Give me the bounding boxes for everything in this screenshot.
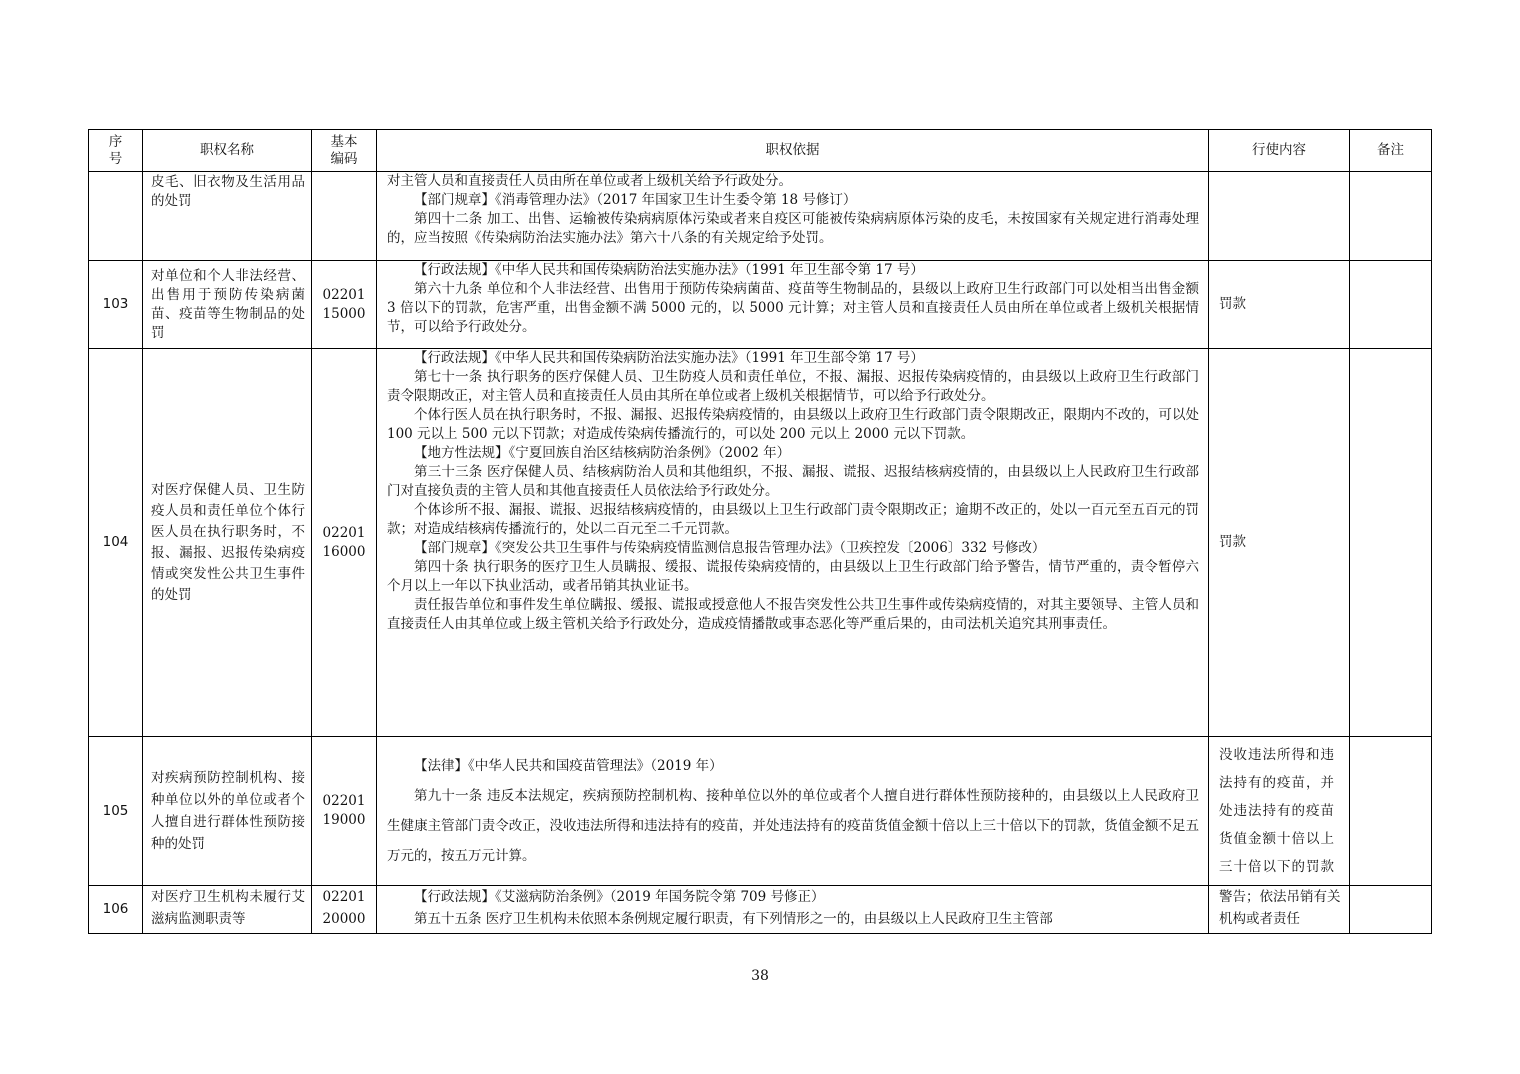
page-number: 38 xyxy=(751,968,769,984)
row-code xyxy=(312,261,377,349)
basis-paragraph: 责任报告单位和事件发生单位瞒报、缓报、谎报或授意他人不报告突发性公共卫生事件或传染病疫情的，对其主要领导、主管人员和直接责任人由其单位或上级主管机关给予行政处分，造成疫情播散或事态恶化等严重后果的，由司法机关追究其刑事责任。 xyxy=(387,597,1199,632)
row-note xyxy=(1350,172,1432,261)
row-code xyxy=(312,349,377,737)
row-note xyxy=(1350,886,1432,934)
basis-paragraph: 【法律】《中华人民共和国疫苗管理法》（2019 年） xyxy=(414,758,723,774)
row-power-name: 对单位和个人非法经营、出售用于预防传染病菌苗、疫苗等生物制品的处罚 xyxy=(143,261,312,349)
code-prefix: 02201 xyxy=(322,793,366,809)
row-seq: 105 xyxy=(89,737,143,886)
row-note xyxy=(1350,349,1432,737)
table-row xyxy=(89,886,1432,934)
header-basis: 职权依据 xyxy=(377,130,1209,172)
row-seq: 104 xyxy=(89,349,143,737)
row-seq xyxy=(89,172,143,261)
basis-paragraph: 【部门规章】《消毒管理办法》（2017 年国家卫生计生委令第 18 号修订） xyxy=(414,192,857,208)
basis-paragraph: 第四十二条 加工、出售、运输被传染病病原体污染或者来自疫区可能被传染病病原体污染的皮毛，未按国家有关规定进行消毒处理的，应当按照《传染病防治法实施办法》第六十八条的有关规定给予处罚。 xyxy=(387,211,1199,246)
code-suffix: 20000 xyxy=(322,911,366,927)
basis-paragraph: 第九十一条 违反本法规定，疾病预防控制机构、接种单位以外的单位或者个人擅自进行群体性预防接种的，由县级以上人民政府卫生健康主管部门责令改正，没收违法所得和违法持有的疫苗，并处违法持有的疫苗货值金额十倍以上三十倍以下的罚款，货值金额不足五万元的，按五万元计算。 xyxy=(387,788,1199,864)
row-content: 没收违法所得和违法持有的疫苗，并处违法持有的疫苗货值金额十倍以上三十倍以下的罚款 xyxy=(1209,737,1350,886)
basis-paragraph: 第六十九条 单位和个人非法经营、出售用于预防传染病菌苗、疫苗等生物制品的，县级以上政府卫生行政部门可以处相当出售金额 3 倍以下的罚款，危害严重，出售金额不满 5000 元的，以 5000 元计算；对主管人员和直接责任人员由所在单位或者上级机关根据情节，可以给予行政处分。 xyxy=(387,281,1199,335)
table-row xyxy=(89,172,1432,261)
row-basis xyxy=(377,349,1209,737)
basis-paragraph: 【行政法规】《艾滋病防治条例》（2019 年国务院令第 709 号修正） xyxy=(414,889,825,905)
row-basis xyxy=(377,886,1209,934)
code-suffix: 15000 xyxy=(322,305,366,322)
header-content: 行使内容 xyxy=(1209,130,1350,172)
row-basis xyxy=(377,261,1209,349)
row-code xyxy=(312,886,377,934)
basis-paragraph: 第三十三条 医疗保健人员、结核病防治人员和其他组织，不报、漏报、谎报、迟报结核病疫情的，由县级以上人民政府卫生行政部门对直接负责的主管人员和其他直接责任人员依法给予行政处分。 xyxy=(387,464,1199,499)
table-row xyxy=(89,349,1432,737)
row-power-name: 对疾病预防控制机构、接种单位以外的单位或者个人擅自进行群体性预防接种的处罚 xyxy=(143,737,312,886)
power-list-table xyxy=(88,129,1432,934)
row-content: 罚款 xyxy=(1209,349,1350,737)
row-content xyxy=(1209,172,1350,261)
row-note xyxy=(1350,737,1432,886)
code-prefix: 02201 xyxy=(322,286,366,303)
basis-paragraph: 个体行医人员在执行职务时，不报、漏报、迟报传染病疫情的，由县级以上政府卫生行政部门责令限期改正，限期内不改的，可以处 100 元以上 500 元以下罚款；对造成传染病传播流行的，可以处 200 元以上 2000 元以下罚款。 xyxy=(387,407,1199,442)
table-header-row xyxy=(89,130,1432,172)
code-prefix: 02201 xyxy=(322,889,366,905)
table-row xyxy=(89,737,1432,886)
code-suffix: 16000 xyxy=(322,543,366,560)
row-seq: 106 xyxy=(89,886,143,934)
header-seq: 序号 xyxy=(89,130,143,172)
row-basis xyxy=(377,172,1209,261)
code-suffix: 19000 xyxy=(322,812,366,828)
row-code xyxy=(312,737,377,886)
basis-paragraph: 【行政法规】《中华人民共和国传染病防治法实施办法》（1991 年卫生部令第 17 号） xyxy=(414,262,924,278)
header-code: 基本编码 xyxy=(312,130,377,172)
basis-paragraph: 【行政法规】《中华人民共和国传染病防治法实施办法》（1991 年卫生部令第 17 号） xyxy=(414,350,924,366)
basis-paragraph: 第五十五条 医疗卫生机构未依照本条例规定履行职责，有下列情形之一的，由县级以上人民政府卫生主管部 xyxy=(414,911,1053,927)
basis-paragraph: 第七十一条 执行职务的医疗保健人员、卫生防疫人员和责任单位，不报、漏报、迟报传染病疫情的，由县级以上政府卫生行政部门责令限期改正，对主管人员和直接责任人员由其所在单位或者上级机关根据情节，可以给予行政处分。 xyxy=(387,369,1199,404)
row-power-name: 对医疗卫生机构未履行艾滋病监测职责等 xyxy=(143,886,312,934)
basis-paragraph: 第四十条 执行职务的医疗卫生人员瞒报、缓报、谎报传染病疫情的，由县级以上卫生行政部门给予警告，情节严重的，责令暂停六个月以上一年以下执业活动，或者吊销其执业证书。 xyxy=(387,559,1199,594)
row-seq: 103 xyxy=(89,261,143,349)
basis-paragraph: 对主管人员和直接责任人员由所在单位或者上级机关给予行政处分。 xyxy=(387,173,792,189)
row-power-name: 皮毛、旧衣物及生活用品的处罚 xyxy=(143,172,312,261)
basis-paragraph: 【地方性法规】《宁夏回族自治区结核病防治条例》（2002 年） xyxy=(414,445,791,461)
row-basis xyxy=(377,737,1209,886)
code-prefix: 02201 xyxy=(322,524,366,541)
row-content: 警告；依法吊销有关机构或者责任 xyxy=(1209,886,1350,934)
row-note xyxy=(1350,261,1432,349)
row-power-name: 对医疗保健人员、卫生防疫人员和责任单位个体行医人员在执行职务时，不报、漏报、迟报传染病疫情或突发性公共卫生事件的处罚 xyxy=(143,349,312,737)
table-row xyxy=(89,261,1432,349)
row-code xyxy=(312,172,377,261)
basis-paragraph: 【部门规章】《突发公共卫生事件与传染病疫情监测信息报告管理办法》（卫疾控发〔2006〕332 号修改） xyxy=(414,540,1046,556)
header-note: 备注 xyxy=(1350,130,1432,172)
basis-paragraph: 个体诊所不报、漏报、谎报、迟报结核病疫情的，由县级以上卫生行政部门责令限期改正；逾期不改正的，处以一百元至五百元的罚款；对造成结核病传播流行的，处以二百元至二千元罚款。 xyxy=(387,502,1199,537)
header-name: 职权名称 xyxy=(143,130,312,172)
row-content: 罚款 xyxy=(1209,261,1350,349)
